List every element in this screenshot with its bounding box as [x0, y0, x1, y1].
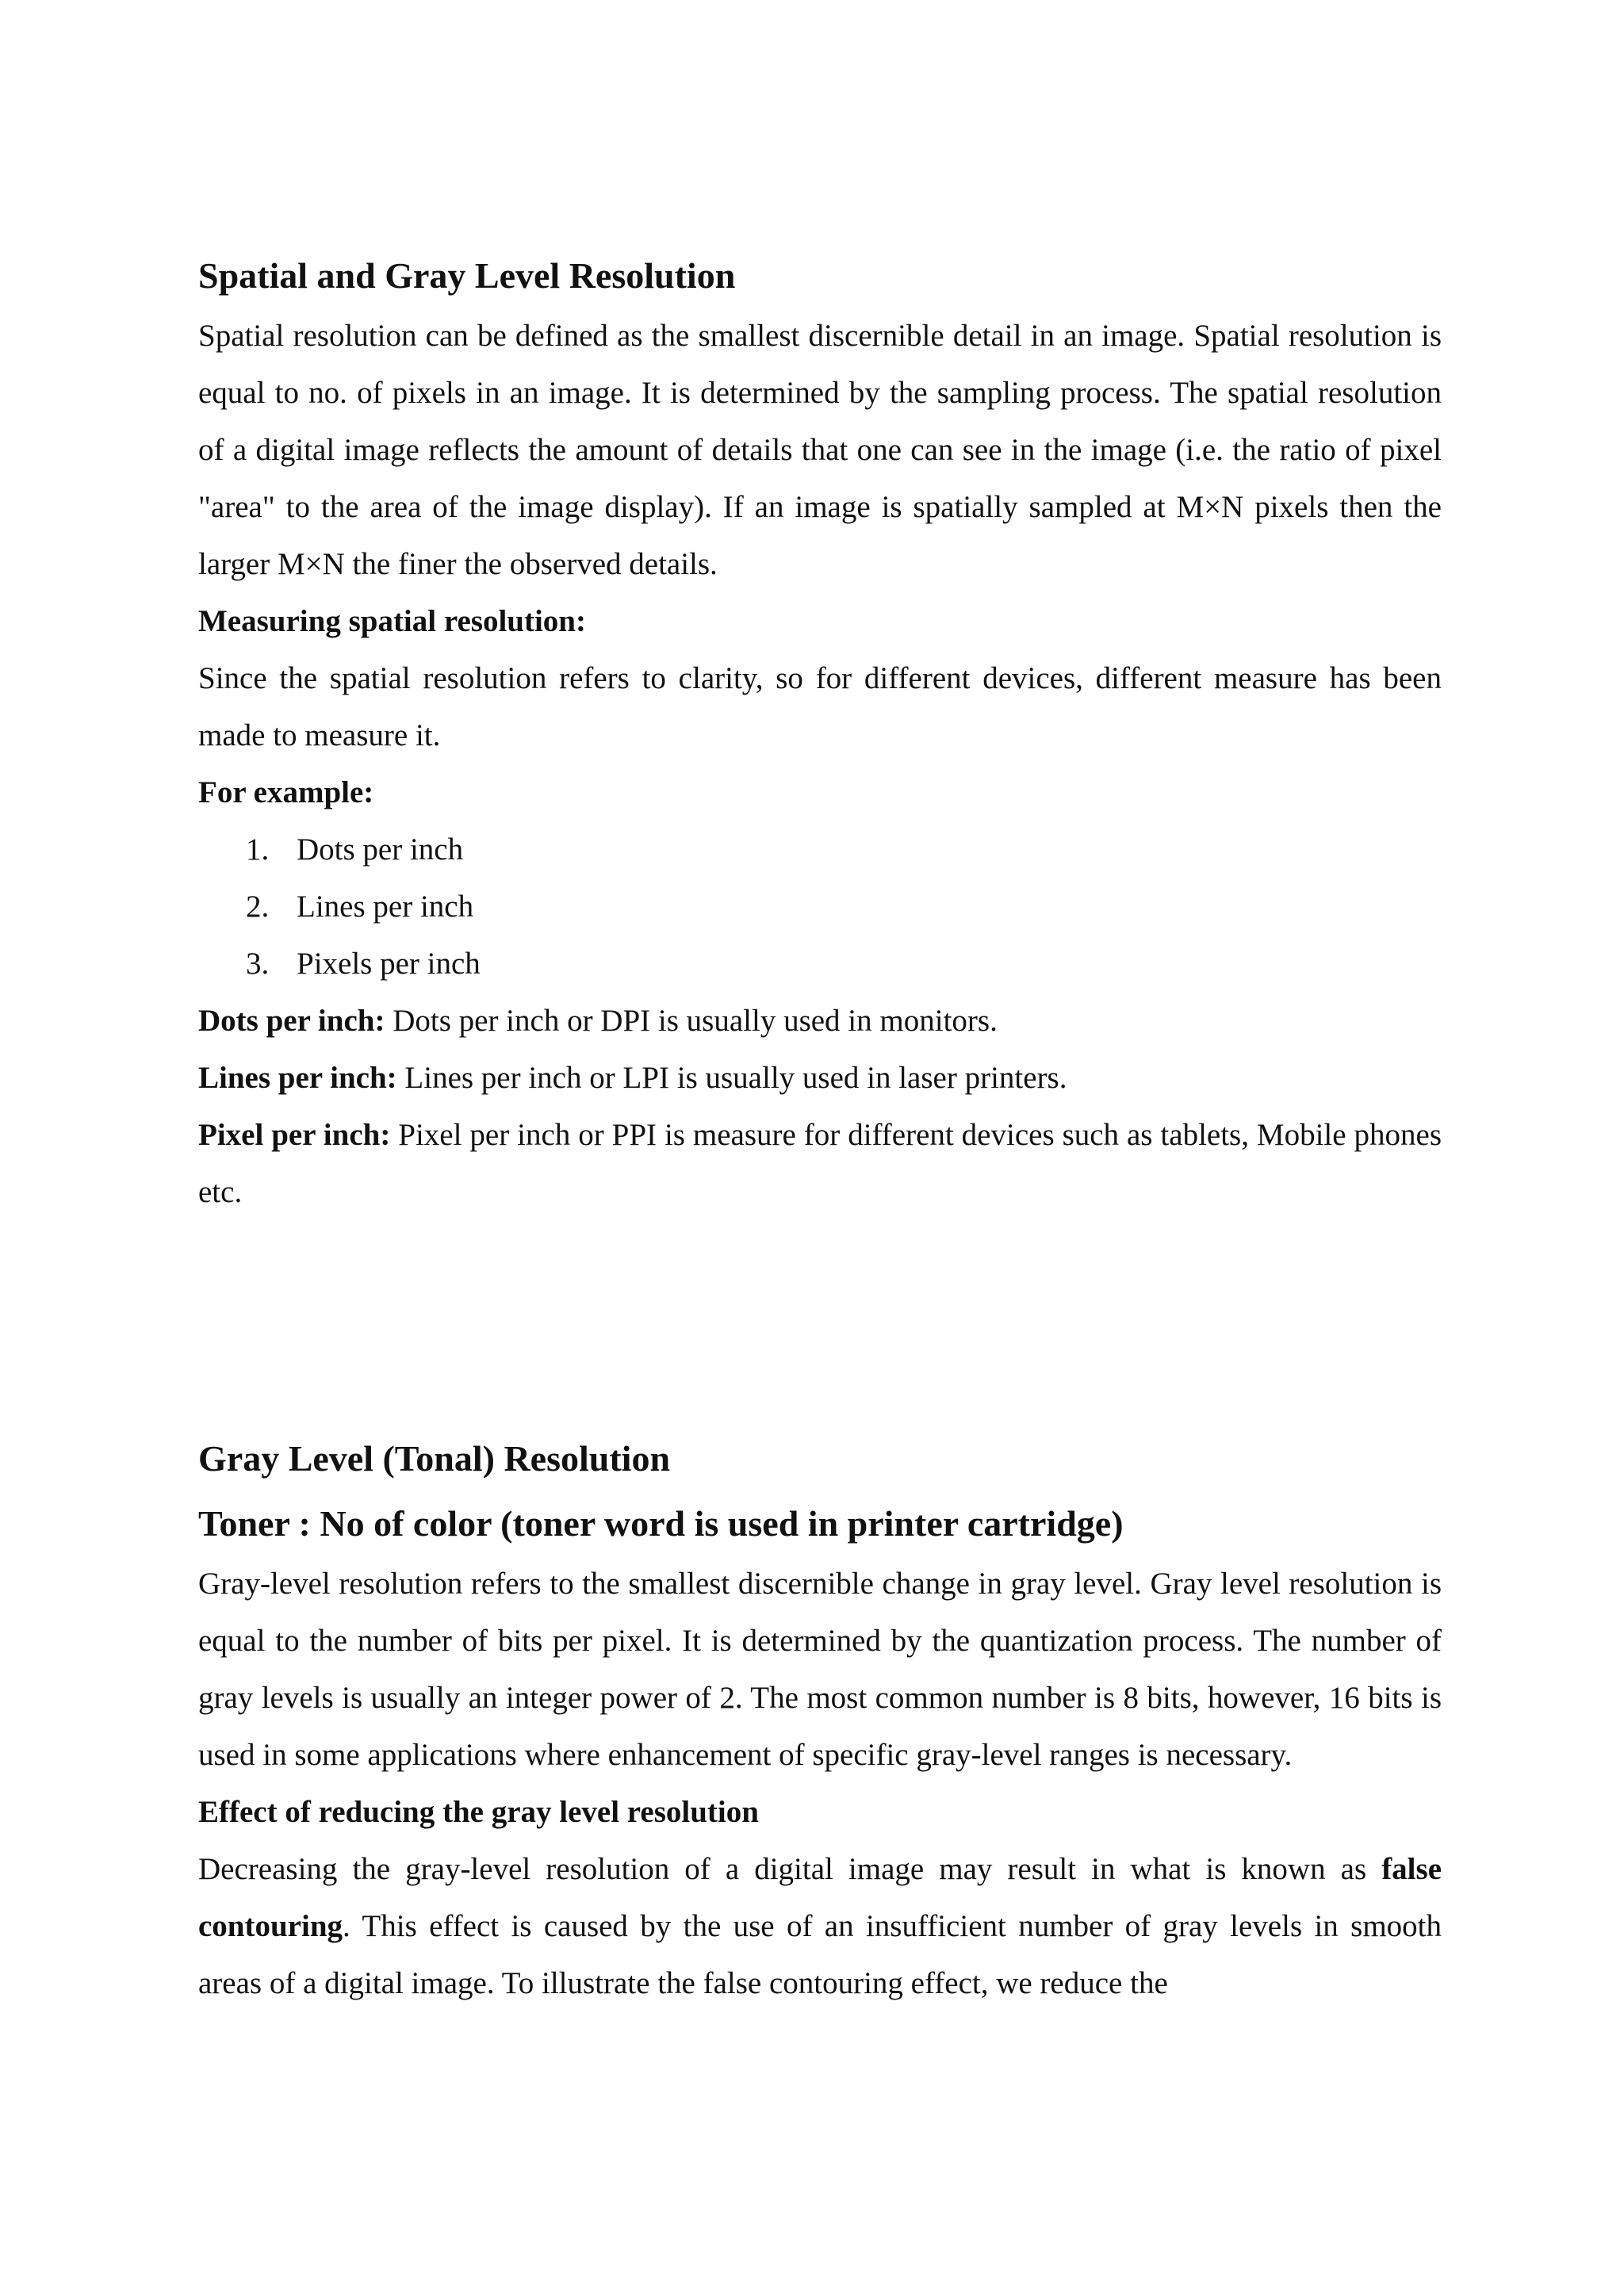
- example-heading: For example:: [198, 775, 374, 809]
- spatial-resolution-section: [198, 252, 1442, 1221]
- gray-level-paragraph: Gray-level resolution refers to the smallest discernible change in gray level. Gray level resolution is equal to the number of bits per pixel. It is determined by the quantization process. The number of gray levels is usually an integer power of 2. The most common number is 8 bits, however, 16 bits is used in some applications where enhancement of specific gray-level ranges is necessary.: [198, 1567, 1442, 1772]
- effect-heading: Effect of reducing the gray level resolution: [198, 1795, 759, 1829]
- gray-level-section: [198, 1435, 1442, 2012]
- list-item: 3. Pixels per inch: [246, 947, 481, 981]
- definition-ppi: Pixel per inch: Pixel per inch or PPI is measure for different devices such as tablets, Mobile phones etc.: [198, 1118, 1442, 1209]
- measuring-heading: Measuring spatial resolution:: [198, 604, 586, 638]
- section-subtitle: Toner : No of color (toner word is used in printer cartridge): [198, 1503, 1124, 1544]
- effect-paragraph: Decreasing the gray-level resolution of a digital image may result in what is known as false contouring. This effect is caused by the use of an insufficient number of gray levels in smooth areas of a digital image. To illustrate the false contouring effect, we reduce the: [198, 1852, 1442, 2000]
- measure-list: [198, 821, 1442, 993]
- section-title: Spatial and Gray Level Resolution: [198, 255, 736, 296]
- list-item: 2. Lines per inch: [246, 890, 474, 924]
- section-title: Gray Level (Tonal) Resolution: [198, 1438, 671, 1479]
- spatial-resolution-paragraph: Spatial resolution can be defined as the smallest discernible detail in an image. Spatial resolution is equal to no. of pixels in an image. It is determined by the sampling process. The spatial resolution of a digital image reflects the amount of details that one can see in the image (i.e. the ratio of pixel "area" to the area of the image display). If an image is spatially sampled at M×N pixels then the larger M×N the finer the observed details.: [198, 319, 1442, 581]
- measuring-paragraph: Since the spatial resolution refers to clarity, so for different devices, different measure has been made to measure it.: [198, 661, 1442, 752]
- list-item: 1. Dots per inch: [246, 832, 464, 867]
- definition-lpi: Lines per inch: Lines per inch or LPI is usually used in laser printers.: [198, 1061, 1067, 1095]
- definition-dpi: Dots per inch: Dots per inch or DPI is usually used in monitors.: [198, 1004, 998, 1038]
